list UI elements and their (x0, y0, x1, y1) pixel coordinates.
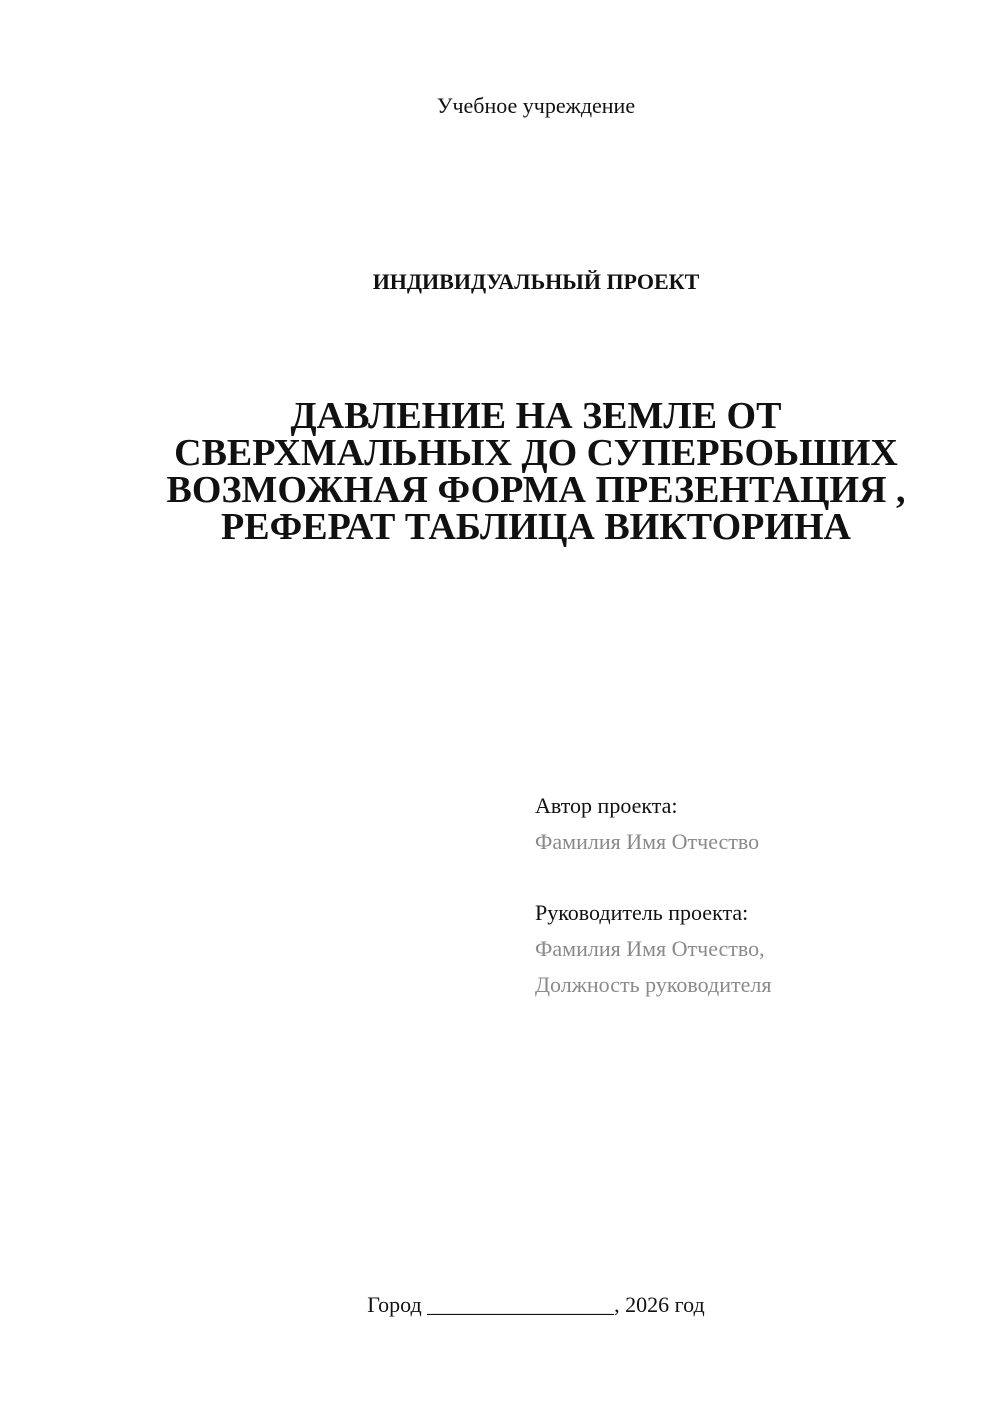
institution-name: Учебное учреждение (436, 93, 636, 118)
project-title-line-2: СВЕРХМАЛЬНЫХ ДО СУПЕРБОЬШИХ (174, 432, 898, 474)
credits-block (535, 788, 975, 1003)
project-title-line-3: ВОЗМОЖНАЯ ФОРМА ПРЕЗЕНТАЦИЯ , (166, 469, 906, 511)
project-title-line-1: ДАВЛЕНИЕ НА ЗЕМЛЕ ОТ (290, 395, 782, 437)
author-label: Автор проекта: (535, 793, 678, 818)
city-year-line: Город _________________, 2026 год (367, 1292, 705, 1317)
supervisor-name: Фамилия Имя Отчество, (535, 936, 765, 961)
project-title-line-4: РЕФЕРАТ ТАБЛИЦА ВИКТОРИНА (221, 506, 851, 548)
project-type-heading: ИНДИВИДУАЛЬНЫЙ ПРОЕКТ (372, 269, 700, 294)
supervisor-position: Должность руководителя (535, 972, 772, 997)
author-name: Фамилия Имя Отчество (535, 829, 760, 854)
supervisor-label: Руководитель проекта: (535, 900, 749, 925)
credits-spacer (535, 860, 975, 895)
project-title (100, 395, 972, 548)
